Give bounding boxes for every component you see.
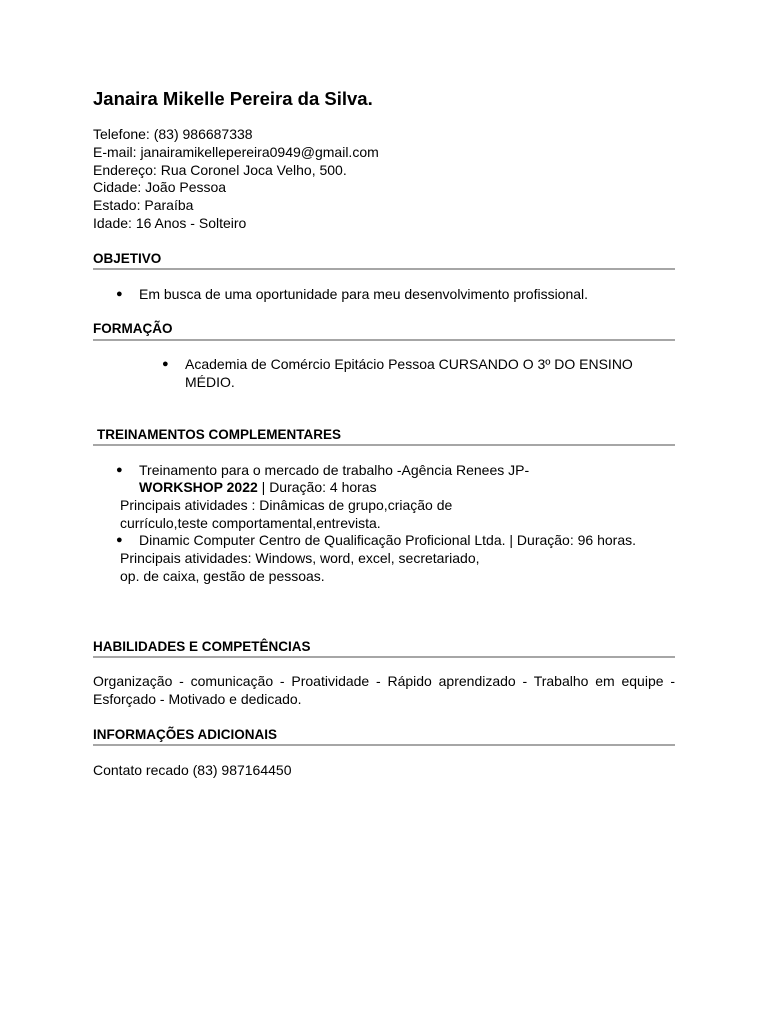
section-divider [93,268,675,270]
section-title-objetivo: OBJETIVO [93,251,162,266]
city-line: Cidade: João Pessoa [93,179,227,196]
section-divider [93,744,675,746]
section-title-formacao: FORMAÇÃO [93,321,173,336]
training-2-line-1: Dinamic Computer Centro de Qualificação Proficional Ltda. | Duração: 96 horas. [139,532,636,548]
age-line: Idade: 16 Anos - Solteiro [93,214,247,231]
candidate-name: Janaira Mikelle Pereira da Silva. [93,88,373,109]
workshop-label: WORKSHOP 2022 [139,479,258,495]
bullet-icon: ● [116,464,123,476]
state-line: Estado: Paraíba [93,197,194,214]
training-1-line-1: Treinamento para o mercado de trabalho -Agência Renees JP- [139,462,530,478]
address-line: Endereço: Rua Coronel Joca Velho, 500. [93,161,347,178]
bullet-icon: ● [162,358,169,370]
phone-line: Telefone: (83) 986687338 [93,126,253,142]
training-2-line-3: op. de caixa, gestão de pessoas. [120,568,325,584]
section-title-treinamentos: TREINAMENTOS COMPLEMENTARES [97,427,342,442]
formacao-line-2: MÉDIO. [185,374,235,390]
training-2-line-2: Principais atividades: Windows, word, excel, secretariado, [120,550,480,566]
contact-block [93,126,379,233]
section-title-habilidades: HABILIDADES E COMPETÊNCIAS [93,639,311,654]
training-1-line-2 [139,479,377,497]
section-divider [93,444,675,446]
email-line: E-mail: janairamikellepereira0949@gmail.com [93,143,379,160]
bullet-icon: ● [116,288,123,300]
additional-info-text: Contato recado (83) 987164450 [93,762,292,778]
workshop-duration: | Duração: 4 horas [257,479,377,495]
skills-text: Organização - comunicação - Proatividade - Rápido aprendizado - Trabalho em equipe - Esforçado - Motivado e dedicado. [93,673,675,707]
section-divider [93,656,675,658]
bullet-icon: ● [116,534,123,546]
objetivo-text: Em busca de uma oportunidade para meu desenvolvimento profissional. [139,286,589,302]
training-1-line-4: currículo,teste comportamental,entrevista. [120,515,381,531]
training-1-line-3: Principais atividades : Dinâmicas de grupo,criação de [120,497,453,513]
section-title-informacoes: INFORMAÇÕES ADICIONAIS [93,727,278,742]
section-divider [93,339,675,341]
formacao-line-1: Academia de Comércio Epitácio Pessoa CURSANDO O 3º DO ENSINO [185,356,633,372]
